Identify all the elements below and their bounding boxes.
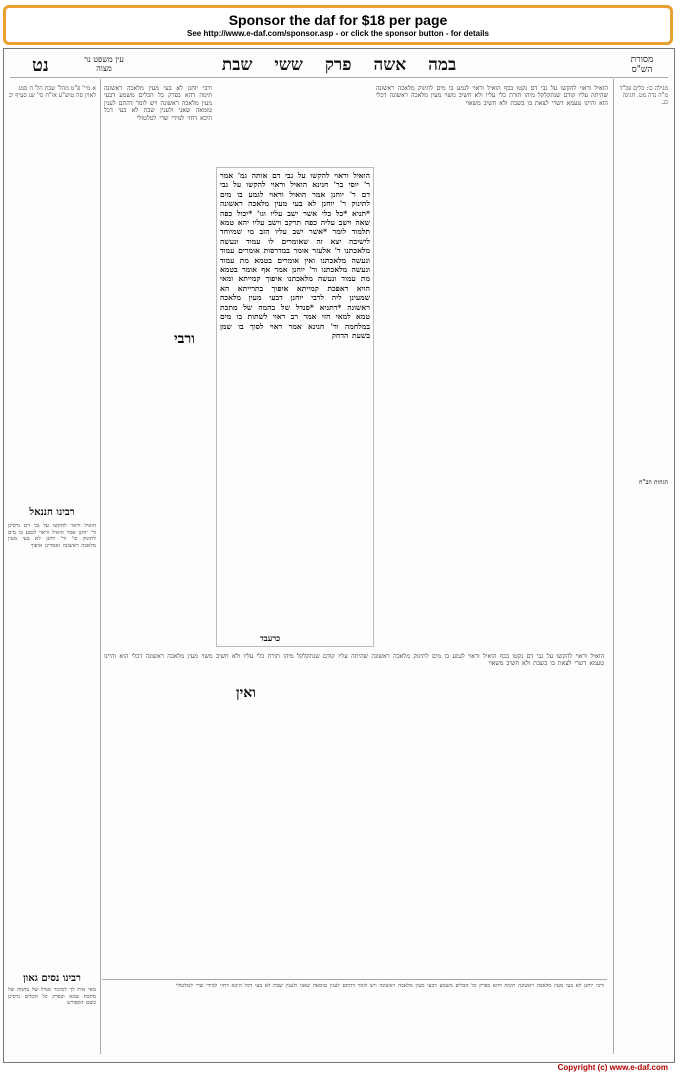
title-word: שבת	[221, 55, 253, 75]
sponsor-subtitle: See http://www.e-daf.com/sponsor.asp - or click the sponsor button - for details	[187, 29, 489, 38]
right-margin-rule	[613, 79, 614, 1054]
header-rule	[10, 77, 668, 78]
tosafot-dibur: ורבי	[174, 331, 195, 347]
left-margin-rule	[100, 79, 101, 1054]
title-word: במה	[428, 55, 457, 75]
title-word: פרק	[324, 55, 352, 75]
rabbeinu-chananel-heading: רבינו חננאל	[29, 507, 75, 518]
title-word: ששי	[274, 55, 303, 75]
rashi-commentary: הואיל וראוי להקשו על גבי דם נקטו בכף הואיל וראוי לגמע בו מים לתינוק מלאכה ראשונה שהיתה עליו קודם שנתקלקל מיהו תורת כלי עליו ולא חשיב משוי מעין מלאכה ראשונה דכלי הוא והיינו טעמא דשרי לצאת בו בשבת ולא חשיב משאוי	[376, 85, 608, 107]
ein-mishpat-label: עין משפט נר מצוה	[84, 55, 124, 73]
gemara-text: הואיל וראוי להקשו על גבי דם אותה גמ' אמר ר' יוסי בר' חנינא הואיל וראוי להקשו על גבי דם ר' יוחנן אמר הואיל וראוי לגמע בו מים לתינוק ר' יוחנן לא בעי מעין מלאכה ראשונה *תניא *כל כלי אשר ישב עליו וגו' *יכול כפה שאה וישב עליה כפה תרקב וישב עליו יהא טמא תלמוד לומר *אשר ישב עליו הזב מי שמיוחד לישיבה יצא זה שאומרים לו עמוד ונעשה מלאכתנו ר' אלעזר אומר במדרסות אומרים עמוד ונעשה מלאכתנו ואין אומרים בטמא מת עמוד ונעשה מלאכתנו ור' יוחנן אמר אף אומר בטמא מת עמוד ונעשה מלאכתנו איפוך קמייתא ומאי הויא דאפכת קמייתא איפוך בתרייתא הא שמעינן ליה לרבי יוחנן דבעי מעין מלאכה ראשונה *דתניא *סנדל של בהמה של מתכת טמא למאי חזי אמר רב ראוי לשתות בו מים במלחמה ור' חנינא אמר ראוי לסוך בו שמן בשעת הדחק	[220, 171, 370, 340]
title-word: אשה	[373, 55, 407, 75]
footnote-rule	[102, 979, 607, 980]
page-number: נט	[32, 55, 49, 76]
masoret-hashas-column: מגילה כו: כלים פכ"ד מ"ה נדה מט. חגיגה כג.	[619, 85, 668, 106]
rabbeinu-nissim-text: מאי אית לך למימר סנדל של בהמה של מתכת טמא ובפרק כל הכלים גרסינן כשם דמפורש	[8, 987, 96, 1006]
ein-mishpat-column: א מיי' פ"ט מהל' שבת הל' ח סמג לאוין סה טוש"ע או"ח סי' שג סעיף יב	[8, 85, 96, 99]
tosafot-commentary: ורבי יוחנן לא בעי מעין מלאכה ראשונה תימה דהא בפרק כל הכלים משמע דבעי מעין מלאכה ראשונה ויש לומר דהתם לענין טומאה שאני ולענין שבת לא בעי דכל היכא דחזי למידי שרי לטלטולי	[104, 85, 212, 122]
talmud-page	[3, 48, 675, 1063]
sponsor-title[interactable]: Sponsor the daf for $18 per page	[228, 12, 448, 28]
page-title	[214, 55, 464, 75]
masoret-label: מסורת הש"ס	[630, 55, 654, 75]
page-header	[4, 55, 674, 77]
gemara-end-word: כרעבד	[260, 633, 281, 643]
rabbeinu-chananel-text: הואיל וראוי להקשו על גבי דם גרסינן ור' יוחנן אמר הואיל וראוי לגמע בו מים לתינוק כו' ור' יוחנן לא בעי מעין מלאכה ראשונה ואמרינן איפוך	[8, 523, 96, 549]
sponsor-banner[interactable]	[3, 5, 673, 45]
footnotes-text: ורבי יוחנן לא בעי מעין מלאכה ראשונה תימה דהא בפרק כל הכלים משמע דבעי מעין מלאכה ראשונה ויש לומר דהתם לענין טומאה שאני ולענין שבת לא בעי דכל היכא דחזי למידי שרי לטלטולי	[175, 983, 604, 989]
hagahot-label: הגהות הב"ח	[638, 479, 668, 486]
copyright-footer[interactable]	[0, 1063, 680, 1075]
copyright-text[interactable]: Copyright (c) www.e-daf.com	[557, 1063, 668, 1072]
lower-commentary: הואיל וראוי להקשו על גבי דם נקטו בכף הואיל וראוי לגמע בו מים לתינוק מלאכה ראשונה שהיתה עליו קודם שנתקלקל מיהו תורת כלי עליו ולא חשיב משוי מעין מלאכה ראשונה דכלי הוא והיינו טעמא דשרי לצאת בו בשבת ולא חשיב משאוי	[104, 653, 604, 668]
rashi-dibur: ואין	[236, 685, 256, 701]
rabbeinu-nissim-heading: רבינו נסים גאון	[23, 973, 81, 984]
